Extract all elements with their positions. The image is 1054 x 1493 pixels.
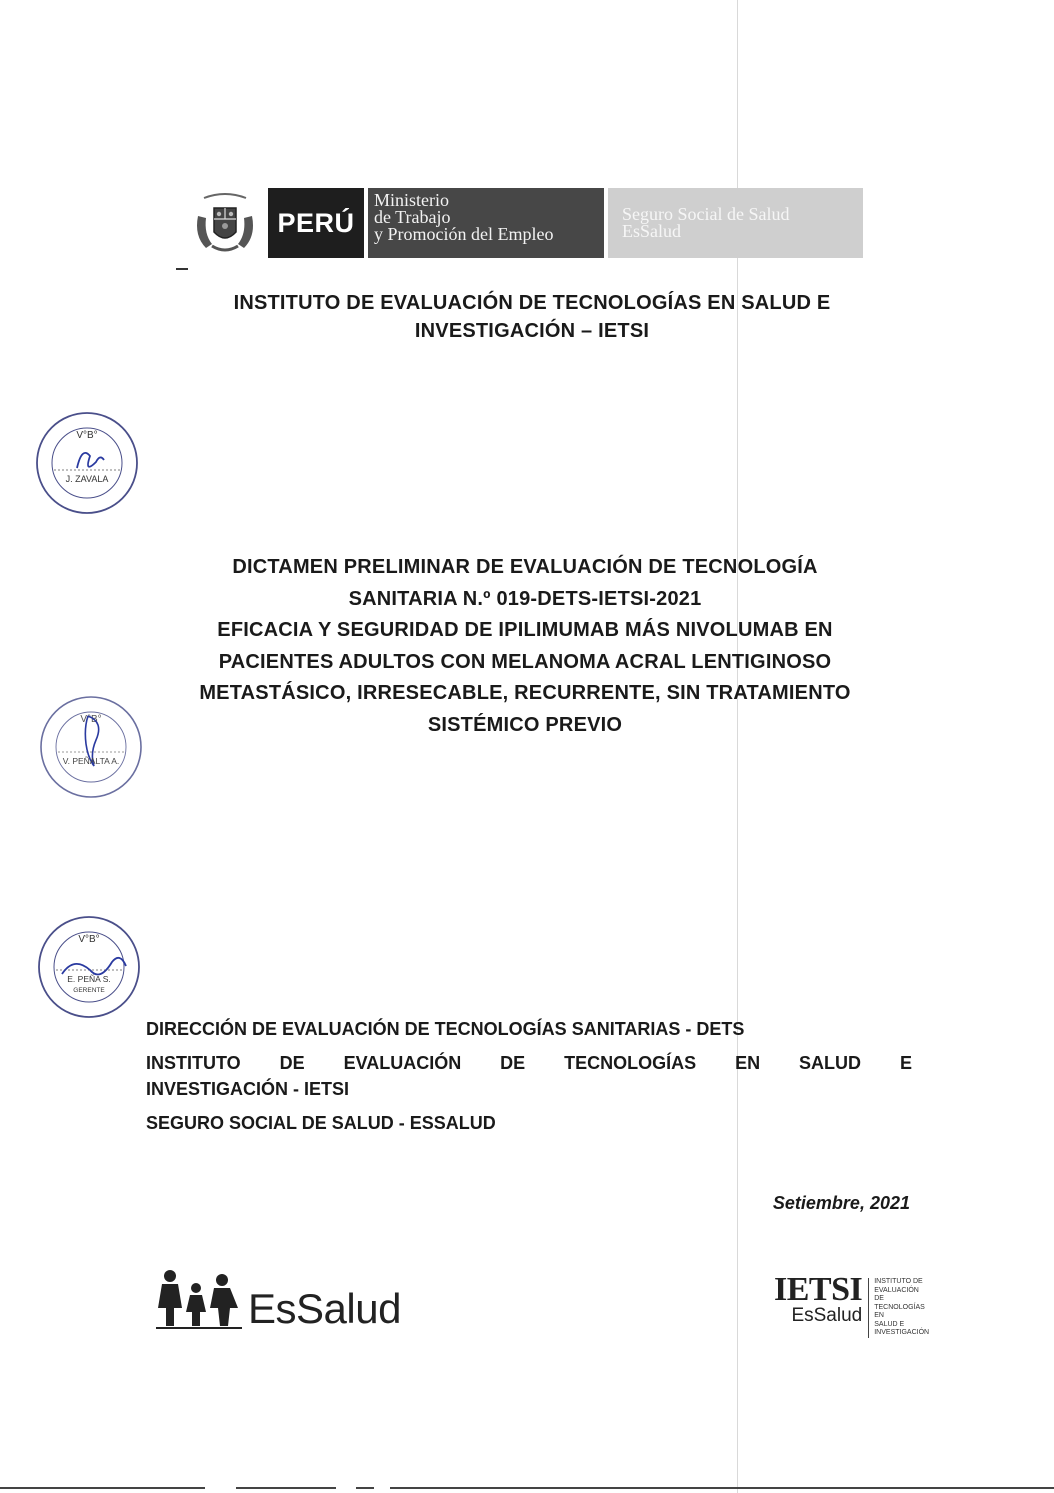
family-figures-icon — [152, 1268, 244, 1330]
institute-title: INSTITUTO DE EVALUACIÓN DE TECNOLOGÍAS EN SALUD E INVESTIGACIÓN – IETSI — [233, 292, 831, 342]
bottom-rule — [356, 1487, 374, 1489]
ietsi-logo — [774, 1271, 930, 1338]
approval-stamp-pena — [34, 912, 144, 1022]
issuing-bodies — [146, 1016, 912, 1144]
approval-stamp-zavala — [32, 408, 142, 518]
svg-text:E. PEÑA S.: E. PEÑA S. — [67, 974, 111, 984]
essalud-wordmark: EsSalud — [248, 1285, 401, 1332]
document-date: Setiembre, 2021 — [772, 1193, 910, 1213]
svg-text:J. ZAVALA: J. ZAVALA — [65, 474, 109, 484]
peru-label: PERÚ — [268, 188, 364, 258]
dictamen-title: DICTAMEN PRELIMINAR DE EVALUACIÓN DE TECNOLOGÍA SANITARIA N.º 019-DETS-IETSI-2021 EFICACIA Y SEGURIDAD DE IPILIMUMAB MÁS NIVOLUMAB EN PACIENTES ADULTOS CON MELANOMA ACRAL LENTIGINOSO METASTÁSICO, IRRESECABLE, RECURRENTE, SIN TRATAMIENTO SISTÉMICO PREVIO — [199, 556, 851, 736]
institute-line-continued: INVESTIGACIÓN - IETSI — [146, 1079, 350, 1099]
svg-text:V°B°: V°B° — [76, 430, 98, 441]
svg-text:V. PEÑALTA A.: V. PEÑALTA A. — [62, 756, 120, 766]
bottom-rule — [390, 1487, 1054, 1489]
essalud-logo — [152, 1268, 401, 1330]
svg-text:GERENTE: GERENTE — [73, 987, 105, 994]
government-banner — [190, 188, 863, 258]
direction-line: DIRECCIÓN DE EVALUACIÓN DE TECNOLOGÍAS SANITARIAS - DETS — [146, 1019, 745, 1039]
institute-line: INSTITUTO DE EVALUACIÓN DE TECNOLOGÍAS EN SALUD E — [146, 1053, 912, 1073]
bottom-rule — [0, 1487, 205, 1489]
bottom-rule — [236, 1487, 336, 1489]
seguro-social-label: Seguro Social de Salud EsSalud — [608, 188, 863, 258]
svg-text:V°B°: V°B° — [80, 714, 102, 725]
svg-text:V°B°: V°B° — [78, 934, 100, 945]
seguro-social-line: SEGURO SOCIAL DE SALUD - ESSALUD — [146, 1113, 496, 1133]
ietsi-descriptor: INSTITUTO DE EVALUACIÓN DE TECNOLOGÍAS EN SALUD E INVESTIGACIÓN — [868, 1278, 930, 1338]
ministry-label: Ministerio de Trabajo y Promoción del Empleo — [368, 188, 604, 258]
header-dash — [176, 268, 188, 270]
peru-coat-of-arms-icon — [190, 188, 260, 258]
ietsi-wordmark: IETSI — [774, 1271, 863, 1308]
ietsi-essalud-label: EsSalud — [791, 1305, 863, 1326]
